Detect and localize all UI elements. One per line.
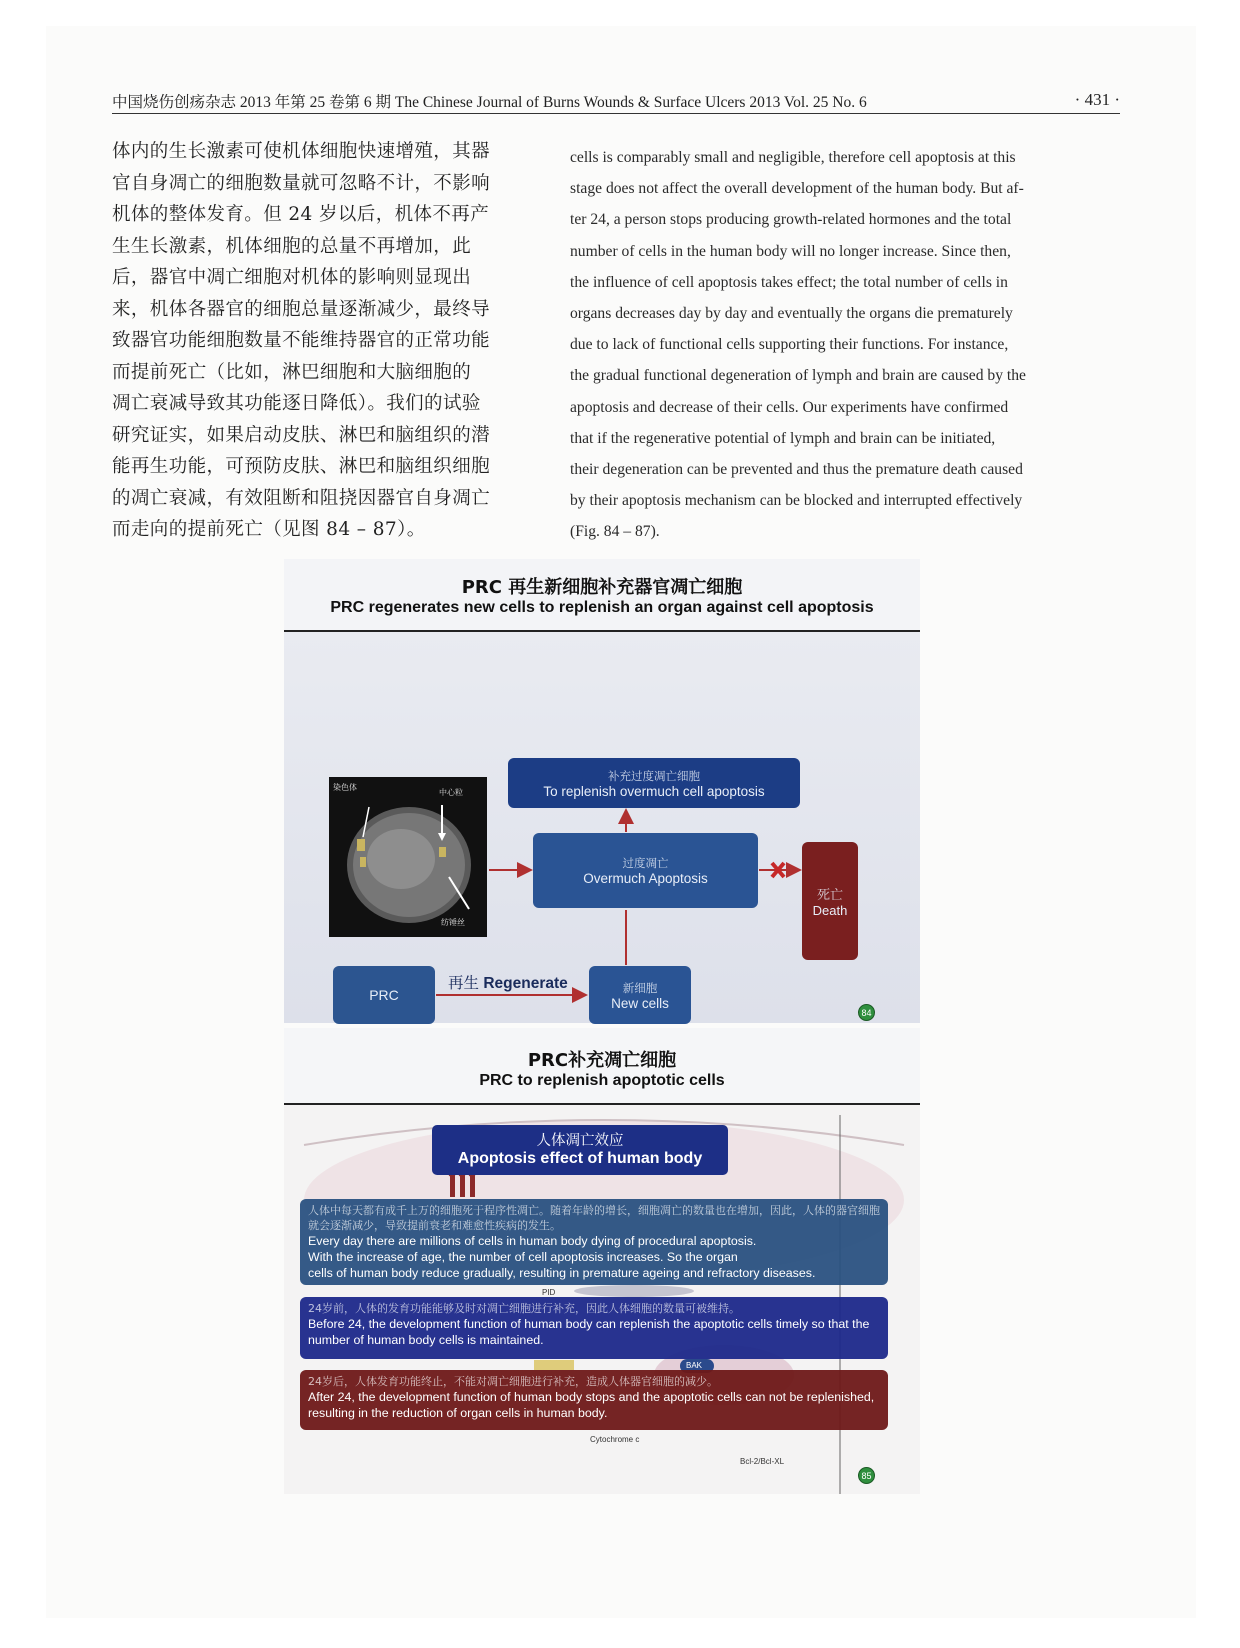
zh-line: 能再生功能，可预防皮肤、淋巴和脑组织细胞 — [112, 456, 491, 477]
figure-85-title-zh: PRC补充凋亡细胞 — [527, 1050, 677, 1071]
panel2-en: Before 24, the development function of human body can replenish the apoptotic cells timely so that the number of human body cells is maintained. — [308, 1317, 870, 1347]
en-line: that if the regenerative potential of lymph and brain can be initiated, — [570, 429, 996, 447]
prc-box — [333, 966, 435, 1024]
en-line: number of cells in the human body will no longer increase. Since then, — [570, 242, 1011, 260]
panel1-en-1: Every day there are millions of cells in human body dying of procedural apoptosis. — [308, 1234, 757, 1248]
english-text-column — [570, 142, 1100, 548]
zh-line: 生生长激素，机体细胞的总量不再增加，此 — [112, 235, 472, 257]
zh-line: 研究证实，如果启动皮肤、淋巴和脑组织的潜 — [112, 424, 491, 446]
overmuch-apoptosis-box — [533, 833, 758, 908]
zh-line: 而提前死亡（比如，淋巴细胞和大脑细胞的 — [112, 361, 472, 383]
dividing-cell-icon — [329, 777, 487, 937]
chinese-text-column — [112, 136, 532, 546]
figure-85-number-badge: 85 — [858, 1467, 875, 1484]
zh-line: 后，器官中凋亡细胞对机体的影响则显现出 — [112, 267, 472, 288]
replenish-box-en: To replenish overmuch cell apoptosis — [543, 783, 765, 799]
zh-line: 的凋亡衰减，有效阻断和阻挠因器官自身凋亡 — [112, 487, 491, 509]
journal-citation: 中国烧伤创疡杂志 2013 年第 25 卷第 6 期 The Chinese Journal of Burns Wounds & Surface Ulcers 2013 Vol. 25 No. 6 — [112, 94, 867, 111]
death-box-zh: 死亡 — [816, 888, 843, 903]
zh-line: 来，机体各器官的细胞总量逐渐减少，最终导 — [112, 298, 491, 320]
micro-label-spindle: 纺锤丝 — [441, 918, 465, 927]
bg-label-bcl2: Bcl-2/Bcl-XL — [740, 1457, 785, 1466]
en-line: apoptosis and decrease of their cells. Our experiments have confirmed — [570, 398, 1009, 416]
cell-micrograph — [329, 777, 487, 937]
panel1-en-2: With the increase of age, the number of cell apoptosis increases. So the organ — [308, 1250, 738, 1264]
en-line: the influence of cell apoptosis takes effect; the total number of cells in — [570, 273, 1008, 291]
bg-label-pid: PID — [542, 1288, 556, 1297]
apoptosis-box-zh: 过度凋亡 — [622, 856, 669, 870]
replenish-apoptosis-box — [508, 758, 800, 808]
death-box-en: Death — [812, 903, 848, 918]
en-line: stage does not affect the overall development of the human body. But af- — [570, 180, 1024, 198]
death-box — [802, 842, 858, 960]
figure-84 — [284, 559, 920, 1023]
new-cells-box — [589, 966, 691, 1024]
replenish-box-zh: 补充过度凋亡细胞 — [608, 768, 700, 783]
panel3-zh: 24岁后，人体发育功能终止，不能对凋亡细胞进行补充，造成人体器官细胞的减少。 — [308, 1375, 718, 1388]
bg-label-bak: BAK — [686, 1361, 703, 1370]
micro-label-centriole: 中心粒 — [439, 788, 463, 797]
micro-label-chromosome: 染色体 — [333, 783, 357, 792]
en-line: cells is comparably small and negligible, therefore cell apoptosis at this — [570, 149, 1016, 166]
en-line: the gradual functional degeneration of lymph and brain are caused by the — [570, 367, 1026, 385]
figure-84-diagram — [284, 632, 920, 1023]
zh-line: 凋亡衰减导致其功能逐日降低）。我们的试验 — [112, 393, 481, 414]
regenerate-label-en: Regenerate — [483, 975, 568, 992]
en-line: their degeneration can be prevented and thus the premature death caused — [570, 461, 1023, 479]
new-cells-zh: 新细胞 — [622, 980, 658, 995]
zh-line: 官自身凋亡的细胞数量就可忽略不计，不影响 — [112, 172, 491, 194]
en-line: ter 24, a person stops producing growth-related hormones and the total — [570, 211, 1012, 229]
page-number: · 431 · — [1074, 90, 1120, 109]
effect-box-en: Apoptosis effect of human body — [457, 1150, 703, 1167]
panel1-en-3: cells of human body reduce gradually, resulting in premature ageing and refractory diseases. — [308, 1266, 816, 1280]
figure-85-title-en: PRC to replenish apoptotic cells — [479, 1072, 725, 1089]
new-cells-en: New cells — [611, 995, 669, 1011]
regenerate-label-zh: 再生 — [448, 974, 480, 992]
prc-box-label: PRC — [369, 987, 399, 1003]
figure-85-diagram — [284, 1105, 920, 1494]
zh-line: 而走向的提前死亡（见图 84 – 87）。 — [112, 519, 426, 540]
panel1-zh: 人体中每天都有成千上万的细胞死于程序性凋亡。随着年龄的增长，细胞凋亡的数量也在增加，因此，人体的器官细胞就会逐渐减少，导致提前衰老和难愈性疾病的发生。 — [308, 1204, 880, 1232]
panel-after-24 — [300, 1370, 888, 1430]
panel-daily-apoptosis — [300, 1199, 888, 1285]
en-line: organs decreases day by day and eventually the organs die prematurely — [570, 305, 1013, 323]
running-header — [112, 90, 1120, 114]
figure-85 — [284, 1028, 920, 1494]
zh-line: 机体的整体发育。但 24 岁以后，机体不再产 — [112, 204, 490, 225]
figure-84-title-en: PRC regenerates new cells to replenish an organ against cell apoptosis — [330, 599, 874, 616]
figure-84-title-zh: PRC 再生新细胞补充器官凋亡细胞 — [461, 577, 743, 598]
apoptosis-box-en: Overmuch Apoptosis — [583, 871, 708, 886]
panel3-en: After 24, the development function of human body stops and the apoptotic cells can not be replenished, resulting in the reduction of organ cells in human body. — [308, 1390, 875, 1420]
panel2-zh: 24岁前，人体的发育功能能够及时对凋亡细胞进行补充，因此人体细胞的数量可被维持。 — [308, 1302, 740, 1315]
bg-label-cytochrome: Cytochrome c — [590, 1435, 640, 1444]
zh-line: 体内的生长激素可使机体细胞快速增殖，其器 — [112, 141, 491, 162]
en-line: due to lack of functional cells supporting their functions. For instance, — [570, 336, 1009, 354]
zh-line: 致器官功能细胞数量不能维持器官的正常功能 — [112, 330, 491, 351]
en-line: (Fig. 84 – 87). — [570, 523, 660, 541]
apoptosis-effect-box — [432, 1125, 728, 1175]
panel-before-24 — [300, 1297, 888, 1359]
figure-84-number-badge: 84 — [858, 1004, 875, 1021]
en-line: by their apoptosis mechanism can be blocked and interrupted effectively — [570, 492, 1023, 510]
regenerate-label — [448, 971, 568, 993]
effect-box-zh: 人体凋亡效应 — [536, 1133, 624, 1149]
